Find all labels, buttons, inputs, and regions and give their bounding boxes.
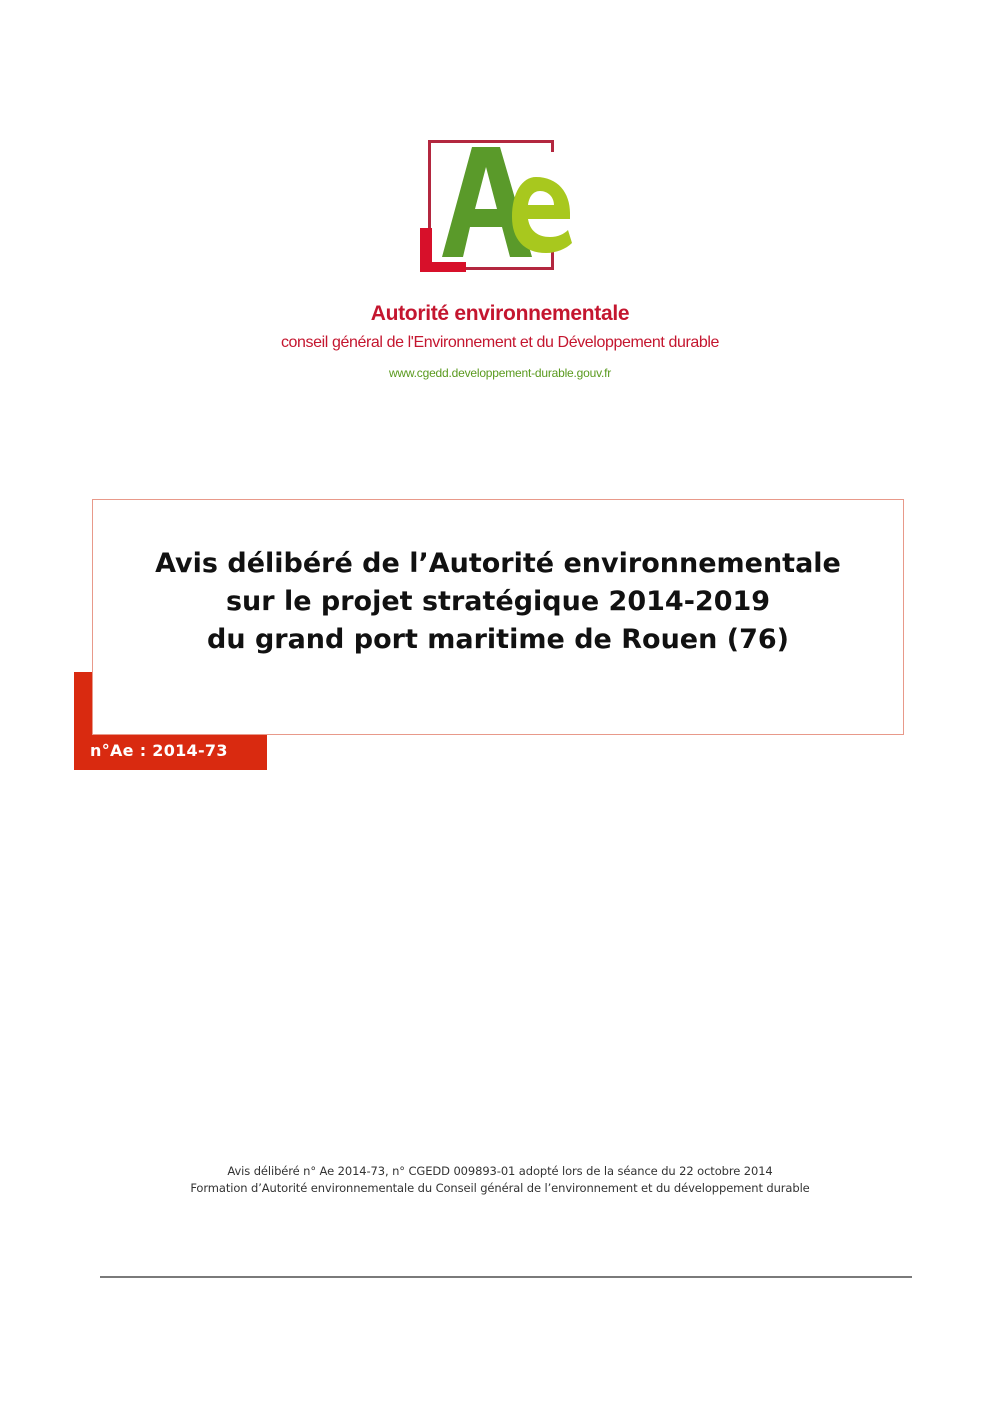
bottom-divider xyxy=(100,1276,912,1278)
adoption-note xyxy=(0,1163,1000,1197)
reference-number: n°Ae : 2014-73 xyxy=(90,741,228,760)
title-line: Avis délibéré de l’Autorité environnementale xyxy=(155,548,841,579)
adoption-line: Avis délibéré n° Ae 2014-73, n° CGEDD 009893-01 adopté lors de la séance du 22 octobre 2014 xyxy=(227,1164,773,1178)
formation-line: Formation d’Autorité environnementale du Conseil général de l’environnement et du développement durable xyxy=(190,1181,810,1195)
title-line: du grand port maritime de Rouen (76) xyxy=(207,624,789,655)
document-title xyxy=(92,545,904,659)
ae-logo-icon xyxy=(440,135,580,270)
organization-url: www.cgedd.developpement-durable.gouv.fr xyxy=(388,366,612,380)
organization-subtitle: conseil général de l'Environnement et du Développement durable xyxy=(280,334,720,351)
title-line: sur le projet stratégique 2014-2019 xyxy=(225,586,771,617)
organization-name: Autorité environnementale xyxy=(370,302,630,325)
